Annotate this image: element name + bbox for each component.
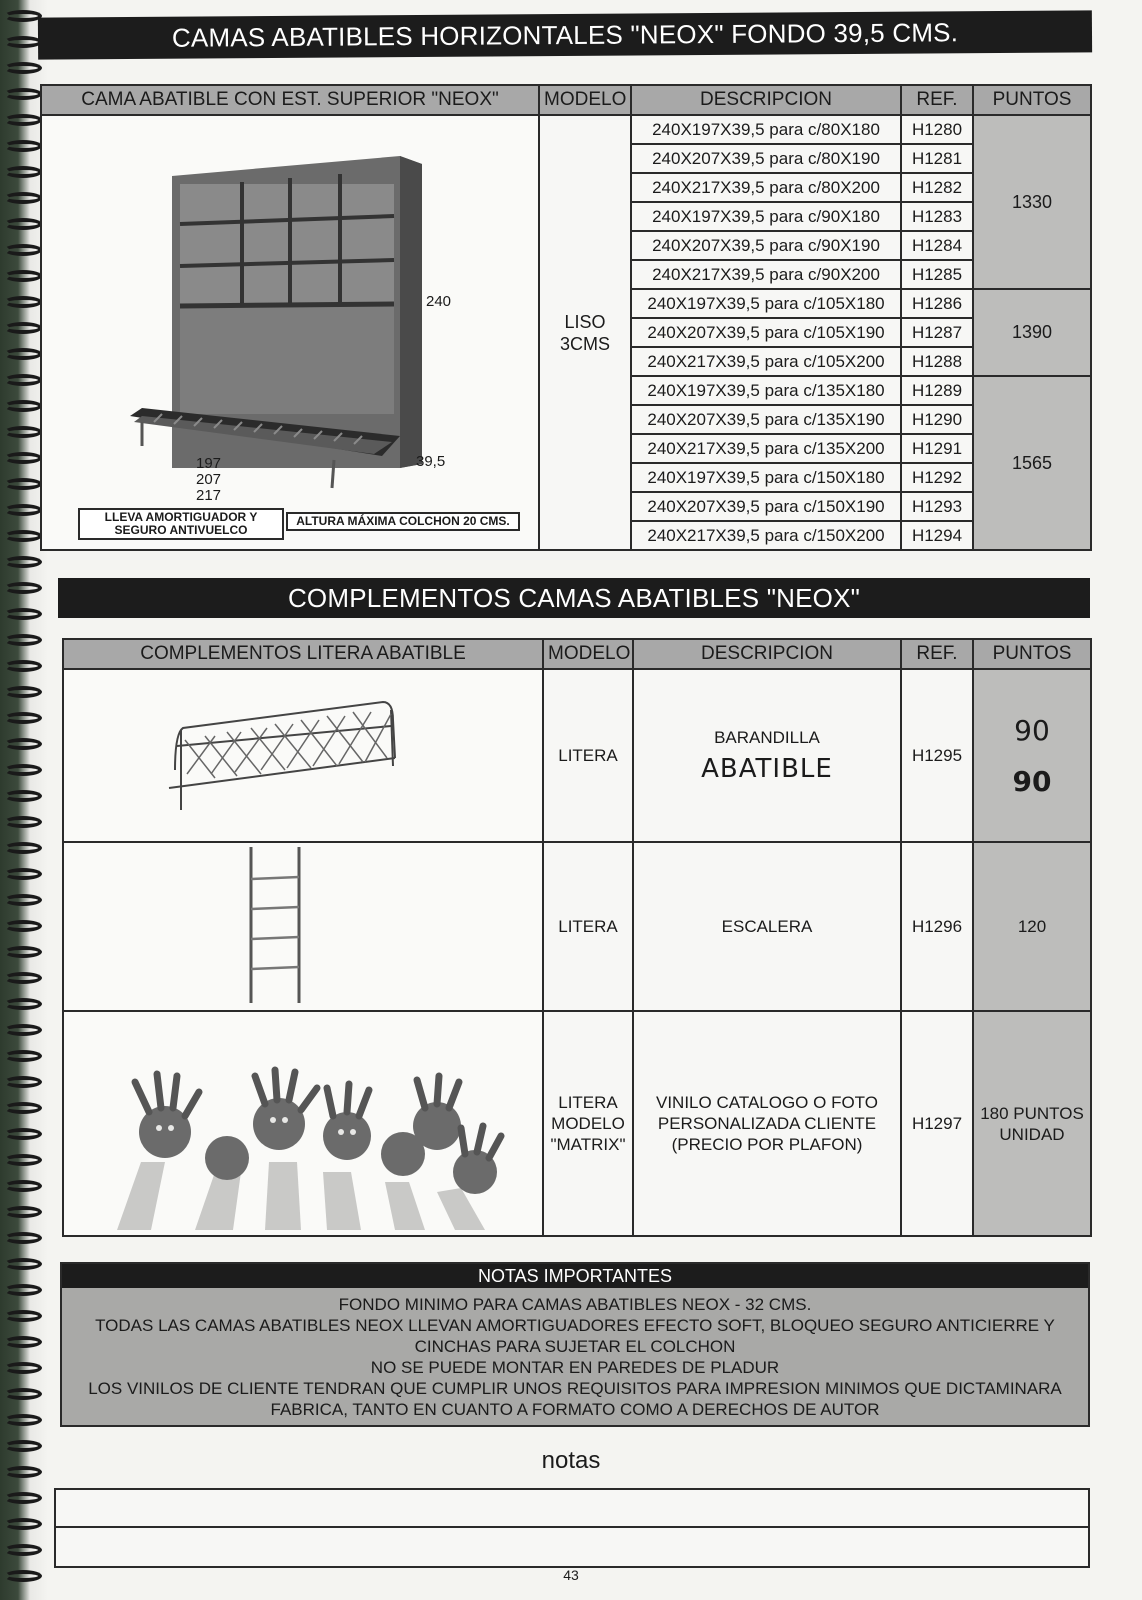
- ref-cell: H1291: [901, 434, 973, 463]
- spiral-ring: [4, 868, 42, 880]
- beds-table-header: [41, 85, 1091, 115]
- model-cell: [539, 115, 631, 550]
- col-points: PUNTOS: [973, 85, 1091, 115]
- spiral-ring: [4, 322, 42, 334]
- points-line-1: 180 PUNTOS: [980, 1103, 1084, 1123]
- model-cell: [543, 1011, 633, 1236]
- spiral-ring: [4, 738, 42, 750]
- desc-cell: 240X207X39,5 para c/90X190: [631, 231, 901, 260]
- spiral-ring: [4, 1310, 42, 1322]
- spiral-ring: [4, 998, 42, 1010]
- important-notes: [60, 1262, 1090, 1427]
- note-line: NO SE PUEDE MONTAR EN PAREDES DE PLADUR: [370, 1358, 780, 1377]
- points-cell: [973, 669, 1091, 842]
- desc-cell: 240X207X39,5 para c/80X190: [631, 144, 901, 173]
- handwritten-points-1: 90: [1014, 713, 1050, 747]
- spiral-ring: [4, 166, 42, 178]
- spiral-ring: [4, 244, 42, 256]
- ref-cell: H1288: [901, 347, 973, 376]
- ref-cell: H1287: [901, 318, 973, 347]
- desc-line-2: PERSONALIZADA CLIENTE: [657, 1114, 877, 1133]
- model-line-1: LITERA: [558, 1093, 618, 1112]
- spiral-ring: [4, 452, 42, 464]
- railing-illustration: [65, 670, 541, 836]
- spiral-ring: [4, 1362, 42, 1374]
- page-number: 43: [563, 1567, 579, 1583]
- spiral-ring: [4, 1206, 42, 1218]
- spiral-ring: [4, 1544, 42, 1556]
- spiral-ring: [4, 1050, 42, 1062]
- spiral-ring: [4, 296, 42, 308]
- spiral-ring: [4, 842, 42, 854]
- col-product: CAMA ABATIBLE CON EST. SUPERIOR "NEOX": [41, 85, 539, 115]
- spiral-ring: [4, 972, 42, 984]
- spiral-ring: [4, 790, 42, 802]
- ladder-image-cell: [63, 842, 543, 1011]
- table-row: [63, 842, 1091, 1011]
- points-group-3: 1565: [973, 376, 1091, 550]
- points-cell: 120: [973, 842, 1091, 1011]
- desc-cell: [633, 1011, 901, 1236]
- section-title-complements-text: COMPLEMENTOS CAMAS ABATIBLES "NEOX": [287, 582, 861, 613]
- ref-cell: H1282: [901, 173, 973, 202]
- spiral-ring: [4, 1128, 42, 1140]
- note-line: CINCHAS PARA SUJETAR EL COLCHON: [414, 1337, 736, 1356]
- desc-cell: 240X197X39,5 para c/150X180: [631, 463, 901, 492]
- spiral-ring: [4, 88, 42, 100]
- spiral-ring: [4, 1024, 42, 1036]
- spiral-ring: [4, 1180, 42, 1192]
- note-line: LOS VINILOS DE CLIENTE TENDRAN QUE CUMPLIR UNOS REQUISITOS PARA IMPRESION MINIMOS QUE DICTAMINARA: [88, 1379, 1062, 1398]
- spiral-ring: [4, 348, 42, 360]
- section-title-complements: [58, 578, 1090, 618]
- desc-cell: [633, 669, 901, 842]
- spiral-ring: [4, 62, 42, 74]
- spiral-ring: [4, 816, 42, 828]
- points-cell: [973, 1011, 1091, 1236]
- desc-cell: ESCALERA: [633, 842, 901, 1011]
- spiral-ring: [4, 1258, 42, 1270]
- model-line-2: MODELO: [551, 1114, 625, 1133]
- ref-cell: H1280: [901, 115, 973, 144]
- ref-cell: H1283: [901, 202, 973, 231]
- handwritten-points-2: 90: [1012, 764, 1052, 798]
- dim-depth: 39,5: [416, 453, 446, 470]
- col-description: DESCRIPCION: [633, 639, 901, 669]
- points-line-2: UNIDAD: [999, 1124, 1065, 1144]
- table-row: [41, 115, 1091, 144]
- spiral-ring: [4, 1388, 42, 1400]
- ref-cell: H1286: [901, 289, 973, 318]
- ref-cell: H1281: [901, 144, 973, 173]
- dim-length-197: 197: [196, 455, 222, 472]
- desc-cell: 240X207X39,5 para c/105X190: [631, 318, 901, 347]
- folding-bed-illustration: [42, 116, 536, 546]
- desc-cell: 240X217X39,5 para c/150X200: [631, 521, 901, 550]
- points-group-2: 1390: [973, 289, 1091, 376]
- ref-cell: H1285: [901, 260, 973, 289]
- model-cell: LITERA: [543, 669, 633, 842]
- complements-table: [62, 638, 1092, 1237]
- spiral-ring: [4, 582, 42, 594]
- desc-cell: 240X207X39,5 para c/150X190: [631, 492, 901, 521]
- section-title-beds-text: CAMAS ABATIBLES HORIZONTALES "NEOX" FONDO 39,5 CMS.: [171, 16, 959, 53]
- col-points: PUNTOS: [973, 639, 1091, 669]
- model-line-2: 3CMS: [559, 333, 610, 354]
- bed-illustration-cell: [41, 115, 539, 550]
- spiral-ring: [4, 712, 42, 724]
- spiral-ring: [4, 660, 42, 672]
- spiral-ring: [4, 374, 42, 386]
- dim-lengths: [196, 456, 221, 504]
- col-ref: REF.: [901, 639, 973, 669]
- ref-cell: H1297: [901, 1011, 973, 1236]
- spiral-ring: [4, 764, 42, 776]
- important-notes-body: [62, 1288, 1088, 1426]
- table-row: [63, 1011, 1091, 1236]
- spiral-ring: [4, 634, 42, 646]
- spiral-ring: [4, 10, 42, 22]
- model-line-1: LISO: [564, 311, 606, 332]
- col-model: MODELO: [539, 85, 631, 115]
- spiral-ring: [4, 894, 42, 906]
- dim-length-207: 207: [196, 471, 222, 488]
- spiral-ring: [4, 114, 42, 126]
- spiral-ring: [4, 1414, 42, 1426]
- spiral-ring: [4, 426, 42, 438]
- spiral-ring: [4, 946, 42, 958]
- shock-absorber-tag: LLEVA AMORTIGUADOR Y SEGURO ANTIVUELCO: [78, 508, 284, 540]
- spiral-ring: [4, 218, 42, 230]
- spiral-ring: [4, 504, 42, 516]
- ladder-illustration: [65, 843, 541, 1005]
- beds-table: [40, 84, 1092, 551]
- ref-cell: H1290: [901, 405, 973, 434]
- col-product: COMPLEMENTOS LITERA ABATIBLE: [63, 639, 543, 669]
- note-line: TODAS LAS CAMAS ABATIBLES NEOX LLEVAN AMORTIGUADORES EFECTO SOFT, BLOQUEO SEGURO ANTICIERRE Y: [95, 1316, 1055, 1335]
- model-cell: LITERA: [543, 842, 633, 1011]
- spiral-ring: [4, 1076, 42, 1088]
- spiral-ring: [4, 192, 42, 204]
- spiral-ring: [4, 556, 42, 568]
- desc-line-3: (PRECIO POR PLAFON): [671, 1135, 863, 1154]
- desc-cell: 240X197X39,5 para c/105X180: [631, 289, 901, 318]
- important-notes-title: NOTAS IMPORTANTES: [62, 1264, 1088, 1288]
- desc-cell: 240X217X39,5 para c/105X200: [631, 347, 901, 376]
- spiral-ring: [4, 1284, 42, 1296]
- spiral-ring: [4, 400, 42, 412]
- handwritten-desc: ABATIBLE: [701, 753, 833, 784]
- ref-cell: H1296: [901, 842, 973, 1011]
- railing-image-cell: [63, 669, 543, 842]
- ref-cell: H1289: [901, 376, 973, 405]
- col-ref: REF.: [901, 85, 973, 115]
- spiral-ring: [4, 478, 42, 490]
- ref-cell: H1284: [901, 231, 973, 260]
- desc-cell: 240X217X39,5 para c/135X200: [631, 434, 901, 463]
- dim-height: 240: [426, 293, 452, 310]
- desc-cell: 240X217X39,5 para c/90X200: [631, 260, 901, 289]
- spiral-ring: [4, 1492, 42, 1504]
- ref-cell: H1295: [901, 669, 973, 842]
- desc-cell: 240X217X39,5 para c/80X200: [631, 173, 901, 202]
- spiral-ring: [4, 608, 42, 620]
- spiral-ring: [4, 1336, 42, 1348]
- points-group-1: 1330: [973, 115, 1091, 289]
- section-title-beds: [38, 10, 1092, 59]
- spiral-ring: [4, 530, 42, 542]
- ref-cell: H1294: [901, 521, 973, 550]
- vinyl-image-cell: [63, 1011, 543, 1236]
- desc-cell: 240X197X39,5 para c/135X180: [631, 376, 901, 405]
- spiral-ring: [4, 270, 42, 282]
- mattress-height-tag: ALTURA MÁXIMA COLCHON 20 CMS.: [286, 512, 520, 531]
- spiral-ring: [4, 920, 42, 932]
- notas-writing-area: [54, 1488, 1090, 1568]
- desc-cell: 240X197X39,5 para c/90X180: [631, 202, 901, 231]
- dim-length-217: 217: [196, 487, 222, 504]
- spiral-ring: [4, 1518, 42, 1530]
- painted-hands-photo: [65, 1012, 541, 1230]
- note-line: FONDO MINIMO PARA CAMAS ABATIBLES NEOX - 32 CMS.: [338, 1295, 812, 1314]
- col-model: MODELO: [543, 639, 633, 669]
- complements-table-header: [63, 639, 1091, 669]
- spiral-ring: [4, 140, 42, 152]
- notas-line: [56, 1490, 1088, 1528]
- desc-cell: 240X197X39,5 para c/80X180: [631, 115, 901, 144]
- desc-cell: 240X207X39,5 para c/135X190: [631, 405, 901, 434]
- col-description: DESCRIPCION: [631, 85, 901, 115]
- spiral-ring: [4, 1232, 42, 1244]
- spiral-ring: [4, 686, 42, 698]
- spiral-ring: [4, 36, 42, 48]
- desc-line-1: VINILO CATALOGO O FOTO: [656, 1093, 878, 1112]
- notas-label: notas: [541, 1447, 601, 1474]
- ref-cell: H1293: [901, 492, 973, 521]
- desc-text: BARANDILLA: [714, 727, 820, 747]
- note-line: FABRICA, TANTO EN CUANTO A FORMATO COMO A DERECHOS DE AUTOR: [270, 1400, 880, 1419]
- ref-cell: H1292: [901, 463, 973, 492]
- spiral-ring: [4, 1102, 42, 1114]
- model-line-3: "MATRIX": [550, 1135, 626, 1154]
- table-row: [63, 669, 1091, 842]
- spiral-ring: [4, 1154, 42, 1166]
